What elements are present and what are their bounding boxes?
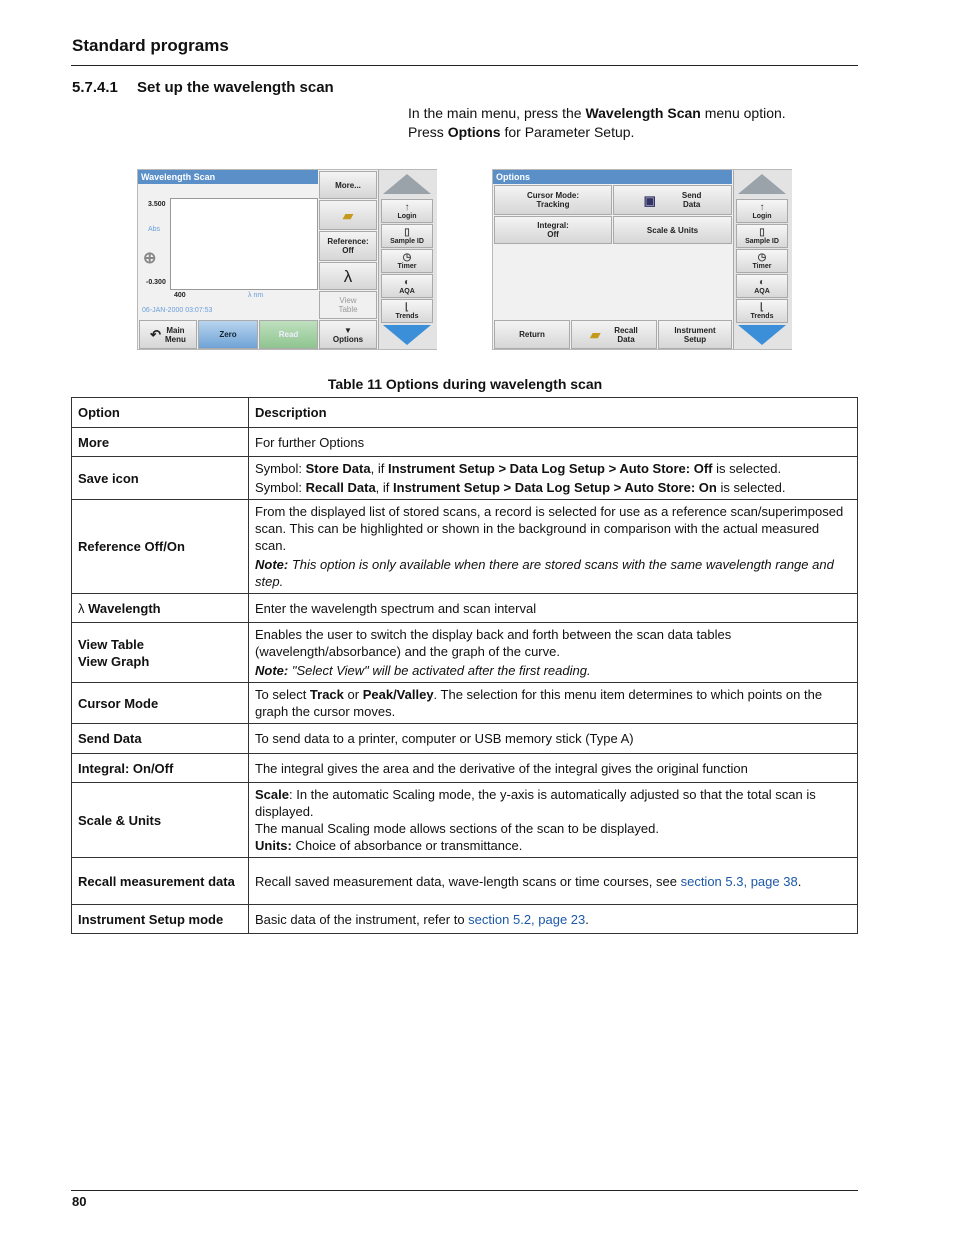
folder-open-icon: ▰ — [590, 327, 601, 342]
screen-title: Wavelength Scan — [138, 170, 318, 184]
chevron-down-icon: ▼ — [344, 325, 352, 335]
reference-button[interactable]: Reference: Off — [319, 231, 377, 261]
recall-data-button[interactable]: ▰ Recall Data — [571, 320, 657, 349]
description-cell: The integral gives the area and the derivative of the integral gives the original function — [249, 754, 858, 783]
intro-line-1: In the main menu, press the Wavelength Scan menu option. — [408, 105, 786, 121]
timer-icon: ◷ — [757, 251, 767, 263]
zoom-icon[interactable]: ⊕ — [143, 250, 157, 267]
option-cell: Scale & Units — [72, 783, 249, 858]
table-row — [72, 683, 858, 724]
scale-units-button[interactable]: Scale & Units — [613, 216, 732, 244]
login-icon: ↑ — [759, 201, 765, 213]
table-row — [72, 500, 858, 594]
scroll-up-icon[interactable] — [383, 174, 431, 194]
view-table-button[interactable]: View Table — [319, 291, 377, 319]
description-cell: Scale: In the automatic Scaling mode, the y-axis is automatically adjusted so that the total scan is displayed. The manual Scaling mode allows sections of the scan to be displayed. Units: Choice of absorbance or transmittance. — [249, 783, 858, 858]
trends-icon: ⌊ — [760, 301, 764, 313]
option-cell: Instrument Setup mode — [72, 905, 249, 934]
header-rule — [71, 65, 858, 66]
option-cell: Integral: On/Off — [72, 754, 249, 783]
sample-id-button[interactable]: ▯ Sample ID — [736, 224, 788, 248]
aqa-button[interactable]: ◐ AQA — [381, 274, 433, 298]
table-row — [72, 905, 858, 934]
table-row — [72, 428, 858, 457]
section-heading — [72, 79, 334, 96]
description-cell: To send data to a printer, computer or USB memory stick (Type A) — [249, 724, 858, 754]
zero-button[interactable]: Zero — [198, 320, 258, 349]
options-button[interactable]: ▼ Options — [319, 320, 377, 349]
sample-icon: ▯ — [759, 226, 765, 238]
description-cell: Enables the user to switch the display back and forth between the scan data tables (wavelength/absorbance) and the graph of the curve. Note: "Select View" will be activated after the first reading. — [249, 623, 858, 683]
read-button[interactable]: Read — [259, 320, 318, 349]
aqa-button[interactable]: ◐ AQA — [736, 274, 788, 298]
option-cell: λ Wavelength — [72, 594, 249, 623]
x-axis-start: 400 — [174, 292, 186, 299]
description-cell: Enter the wavelength spectrum and scan interval — [249, 594, 858, 623]
description-cell: Symbol: Store Data, if Instrument Setup > Data Log Setup > Auto Store: Off is selected. Symbol: Recall Data, if Instrument Setup > Data Log Setup > Auto Store: On is selected. — [249, 457, 858, 500]
y-axis-unit: Abs — [148, 226, 161, 233]
table-row — [72, 724, 858, 754]
main-menu-button[interactable]: ↶ Main Menu — [139, 320, 197, 349]
scan-timestamp: 06-JAN-2000 03:07:53 — [142, 307, 213, 314]
header-description: Description — [249, 398, 858, 428]
save-data-button[interactable] — [319, 200, 377, 230]
lambda-symbol: λ — [78, 600, 85, 616]
sample-id-button[interactable]: ▯ Sample ID — [381, 224, 433, 248]
timer-button[interactable]: ◷ Timer — [736, 249, 788, 273]
intro-text — [408, 104, 786, 142]
y-axis-max: 3.500 — [148, 201, 166, 208]
wavelength-button[interactable]: λ — [319, 262, 377, 290]
option-cell: View Table View Graph — [72, 623, 249, 683]
table-caption: Table 11 Options during wavelength scan — [327, 376, 603, 392]
options-table — [71, 397, 858, 934]
cursor-mode-button[interactable]: Cursor Mode: Tracking — [494, 185, 612, 215]
option-cell: Recall measurement data — [72, 858, 249, 905]
intro-line-2: Press Options for Parameter Setup. — [408, 124, 635, 140]
integral-button[interactable]: Integral: Off — [494, 216, 612, 244]
scan-plot-area[interactable] — [170, 198, 318, 290]
trends-button[interactable]: ⌊ Trends — [736, 299, 788, 323]
login-button[interactable]: ↑ Login — [381, 199, 433, 223]
screen-title: Options — [493, 170, 732, 184]
screen2-sidebar — [733, 170, 792, 349]
scroll-down-icon[interactable] — [738, 325, 786, 345]
section-link[interactable]: section 5.2, page 23 — [468, 911, 586, 927]
login-icon: ↑ — [404, 201, 410, 213]
timer-icon: ◷ — [402, 251, 412, 263]
x-axis-unit: λ nm — [248, 292, 264, 299]
send-data-button[interactable]: ▣ Send Data — [613, 185, 732, 215]
page-number: 80 — [72, 1194, 87, 1209]
description-cell: For further Options — [249, 428, 858, 457]
screen1-sidebar — [378, 170, 437, 349]
aqa-icon: ◐ — [758, 276, 766, 288]
computer-icon: ▣ — [643, 192, 656, 208]
table-header-row — [72, 398, 858, 428]
option-cell: More — [72, 428, 249, 457]
table-row — [72, 858, 858, 905]
options-screen — [492, 169, 792, 350]
table-row — [72, 623, 858, 683]
timer-button[interactable]: ◷ Timer — [381, 249, 433, 273]
trends-button[interactable]: ⌊ Trends — [381, 299, 433, 323]
aqa-icon: ◐ — [403, 276, 411, 288]
y-axis-min: -0.300 — [146, 279, 166, 286]
table-row — [72, 594, 858, 623]
header-option: Option — [72, 398, 249, 428]
more-button[interactable]: More... — [319, 171, 377, 199]
option-cell: Save icon — [72, 457, 249, 500]
table-row — [72, 783, 858, 858]
scroll-up-icon[interactable] — [738, 174, 786, 194]
option-cell: Cursor Mode — [72, 683, 249, 724]
option-cell: Send Data — [72, 724, 249, 754]
folder-save-icon: ▰ — [343, 207, 353, 223]
instrument-setup-button[interactable]: Instrument Setup — [658, 320, 732, 349]
section-number: 5.7.4.1 — [72, 79, 118, 96]
description-cell: From the displayed list of stored scans, a record is selected for use as a reference scan/superimposed scan. This can be highlighted or shown in the background in comparison with the actual measured scan. Note: This option is only available when there are stored scans with the same wavelength range and step. — [249, 500, 858, 594]
return-button[interactable]: Return — [494, 320, 570, 349]
footer-rule — [71, 1190, 858, 1191]
scroll-down-icon[interactable] — [383, 325, 431, 345]
page-header-title: Standard programs — [72, 36, 229, 55]
return-arrow-icon: ↶ — [150, 327, 161, 342]
wavelength-scan-screen — [137, 169, 437, 350]
description-cell: To select Track or Peak/Valley. The selection for this menu item determines to which points on the graph the cursor moves. — [249, 683, 858, 724]
section-title: Set up the wavelength scan — [137, 79, 334, 96]
trends-icon: ⌊ — [405, 301, 409, 313]
login-button[interactable]: ↑ Login — [736, 199, 788, 223]
table-row — [72, 754, 858, 783]
table-row — [72, 457, 858, 500]
description-cell: Recall saved measurement data, wave-length scans or time courses, see section 5.3, page 38. — [249, 858, 858, 905]
sample-icon: ▯ — [404, 226, 410, 238]
section-link[interactable]: section 5.3, page 38 — [680, 873, 798, 889]
description-cell: Basic data of the instrument, refer to section 5.2, page 23. — [249, 905, 858, 934]
option-cell: Reference Off/On — [72, 500, 249, 594]
